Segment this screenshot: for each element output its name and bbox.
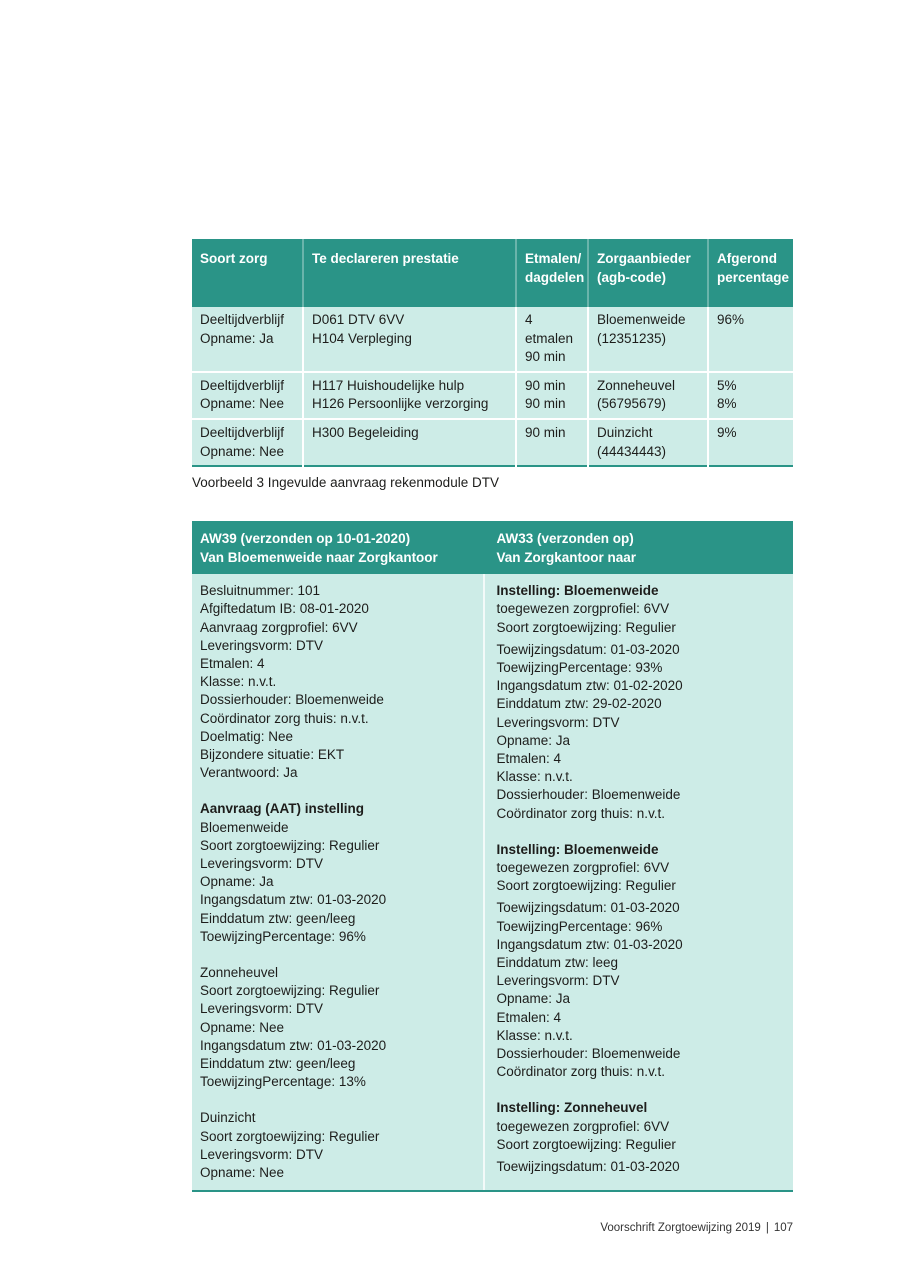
aw39-header-line1: AW39 (verzonden op 10-01-2020): [200, 531, 411, 547]
footer-document-title: Voorschrift Zorgtoewijzing 2019: [600, 1222, 761, 1234]
field-line: Soort zorgtoewijzing: Regulier: [200, 1128, 380, 1144]
field-line: toegewezen zorgprofiel: 6VV: [496, 860, 670, 875]
table-cell: 90 min 90 min: [516, 372, 588, 419]
column-header: Zorgaanbieder (agb-code): [588, 239, 708, 307]
table-row: [192, 419, 793, 466]
column-header: Etmalen/ dagdelen: [516, 239, 588, 307]
table-cell: D061 DTV 6VV H104 Verpleging: [303, 307, 516, 372]
field-line: Etmalen: 4: [200, 655, 265, 671]
field-line: toegewezen zorgprofiel: 6VV: [496, 1118, 670, 1134]
aw33-column-header: [483, 521, 793, 574]
table-row: [192, 307, 793, 372]
table-cell: 4 etmalen 90 min: [516, 307, 588, 372]
field-line: Afgiftedatum IB: 08-01-2020: [200, 601, 369, 617]
field-line: Einddatum ztw: geen/leeg: [200, 910, 356, 926]
field-line: Dossierhouder: Bloemenweide: [200, 692, 384, 708]
column-header: Soort zorg: [192, 239, 303, 307]
field-line: Ingangsdatum ztw: 01-03-2020: [496, 936, 683, 952]
field-line: Opname: Ja: [496, 991, 571, 1007]
field-line: ToewijzingPercentage: 93%: [496, 659, 663, 675]
field-line: Coördinator zorg thuis: n.v.t.: [200, 710, 369, 726]
field-line: Duinzicht: [200, 1110, 256, 1126]
field-line: Leveringsvorm: DTV: [200, 1146, 324, 1162]
field-line: Dossierhouder: Bloemenweide: [496, 1046, 681, 1062]
page-content: [192, 239, 793, 1192]
field-line: toegewezen zorgprofiel: 6VV: [496, 601, 670, 617]
field-line: Klasse: n.v.t.: [200, 674, 277, 690]
field-line: Leveringsvorm: DTV: [200, 1001, 324, 1017]
table-cell: H117 Huishoudelijke hulp H126 Persoonlijke verzorging: [303, 372, 516, 419]
table-cell: Zonneheuvel (56795679): [588, 372, 708, 419]
field-line: Soort zorgtoewijzing: Regulier: [496, 619, 676, 635]
field-line: Klasse: n.v.t.: [496, 769, 573, 785]
record-block: [200, 1109, 475, 1182]
prestatie-table-body: [192, 307, 793, 466]
table-row: [192, 372, 793, 419]
field-line: ToewijzingPercentage: 96%: [200, 928, 366, 944]
field-line: Instelling: Bloemenweide: [496, 583, 659, 599]
field-line: Opname: Nee: [200, 1165, 285, 1181]
field-line: Ingangsdatum ztw: 01-03-2020: [200, 1037, 387, 1053]
field-line: Zonneheuvel: [200, 965, 279, 981]
field-line: Leveringsvorm: DTV: [496, 973, 620, 989]
field-line: Einddatum ztw: geen/leeg: [200, 1056, 356, 1072]
field-line: Doelmatig: Nee: [200, 728, 294, 744]
field-line: Klasse: n.v.t.: [496, 1027, 573, 1043]
aw33-column-body: [483, 574, 793, 1190]
prestatie-table-head: [192, 239, 793, 307]
field-line: Dossierhouder: Bloemenweide: [496, 787, 681, 803]
table-cell: 96%: [708, 307, 793, 372]
field-line: Einddatum ztw: 29-02-2020: [496, 696, 662, 712]
field-line: Opname: Ja: [496, 732, 571, 748]
record-block: [200, 582, 475, 782]
field-line: Verantwoord: Ja: [200, 765, 298, 781]
field-line: Leveringsvorm: DTV: [200, 637, 324, 653]
field-line: Ingangsdatum ztw: 01-03-2020: [200, 892, 387, 908]
field-line: Bijzondere situatie: EKT: [200, 746, 345, 762]
table-cell: H300 Begeleiding: [303, 419, 516, 466]
field-line: ToewijzingPercentage: 96%: [496, 918, 663, 934]
field-line: Aanvraag (AAT) instelling: [200, 801, 365, 817]
field-line: Bloemenweide: [200, 819, 289, 835]
column-header: Afgerond percentage: [708, 239, 793, 307]
record-block: [496, 582, 785, 823]
field-line: Soort zorgtoewijzing: Regulier: [200, 983, 380, 999]
table-cell: Bloemenweide (12351235): [588, 307, 708, 372]
record-block: [200, 800, 475, 946]
field-line: Instelling: Zonneheuvel: [496, 1100, 648, 1116]
field-line: Soort zorgtoewijzing: Regulier: [496, 878, 676, 894]
field-line: Coördinator zorg thuis: n.v.t.: [496, 1064, 666, 1080]
field-line: Leveringsvorm: DTV: [496, 714, 620, 730]
field-line: Aanvraag zorgprofiel: 6VV: [200, 619, 358, 635]
table-cell: Deeltijdverblijf Opname: Nee: [192, 372, 303, 419]
record-block: [496, 841, 785, 1082]
footer-separator: |: [765, 1222, 769, 1234]
aw39-column-header: [192, 521, 483, 574]
field-line: Etmalen: 4: [496, 750, 562, 766]
page-footer: [600, 1222, 793, 1234]
field-line: ToewijzingPercentage: 13%: [200, 1074, 366, 1090]
field-line: Etmalen: 4: [496, 1009, 562, 1025]
table-cell: 9%: [708, 419, 793, 466]
field-line: Opname: Nee: [200, 1019, 285, 1035]
field-line: Einddatum ztw: leeg: [496, 955, 619, 971]
aw33-header-line2: Van Zorgkantoor naar: [496, 550, 637, 566]
record-block: [200, 964, 475, 1091]
table-cell: 5% 8%: [708, 372, 793, 419]
field-line: Soort zorgtoewijzing: Regulier: [496, 1136, 676, 1152]
aw39-header-line2: Van Bloemenweide naar Zorgkantoor: [200, 550, 438, 566]
aw39-column-body: [192, 574, 483, 1190]
aw33-header-line1: AW33 (verzonden op): [496, 531, 634, 547]
record-block: [496, 1099, 785, 1176]
field-line: Toewijzingsdatum: 01-03-2020: [496, 1159, 680, 1175]
field-line: Besluitnummer: 101: [200, 583, 321, 599]
field-line: Soort zorgtoewijzing: Regulier: [200, 837, 380, 853]
table-cell: Deeltijdverblijf Opname: Ja: [192, 307, 303, 372]
field-line: Toewijzingsdatum: 01-03-2020: [496, 900, 680, 916]
field-line: Ingangsdatum ztw: 01-02-2020: [496, 678, 683, 694]
footer-page-number: 107: [773, 1222, 793, 1234]
field-line: Instelling: Bloemenweide: [496, 841, 659, 857]
prestatie-table-head-row: [192, 239, 793, 307]
aw-table-header: [192, 521, 793, 574]
field-line: Coördinator zorg thuis: n.v.t.: [496, 805, 666, 821]
aw-messages-table: [192, 521, 793, 1192]
table-caption: Voorbeeld 3 Ingevulde aanvraag rekenmodule DTV: [192, 475, 499, 491]
table-cell: Deeltijdverblijf Opname: Nee: [192, 419, 303, 466]
column-header: Te declareren prestatie: [303, 239, 516, 307]
aw-table-body: [192, 574, 793, 1190]
field-line: Toewijzingsdatum: 01-03-2020: [496, 641, 680, 657]
field-line: Leveringsvorm: DTV: [200, 856, 324, 871]
prestatie-table: [192, 239, 793, 467]
field-line: Opname: Ja: [200, 874, 274, 890]
table-cell: Duinzicht (44434443): [588, 419, 708, 466]
table-cell: 90 min: [516, 419, 588, 466]
